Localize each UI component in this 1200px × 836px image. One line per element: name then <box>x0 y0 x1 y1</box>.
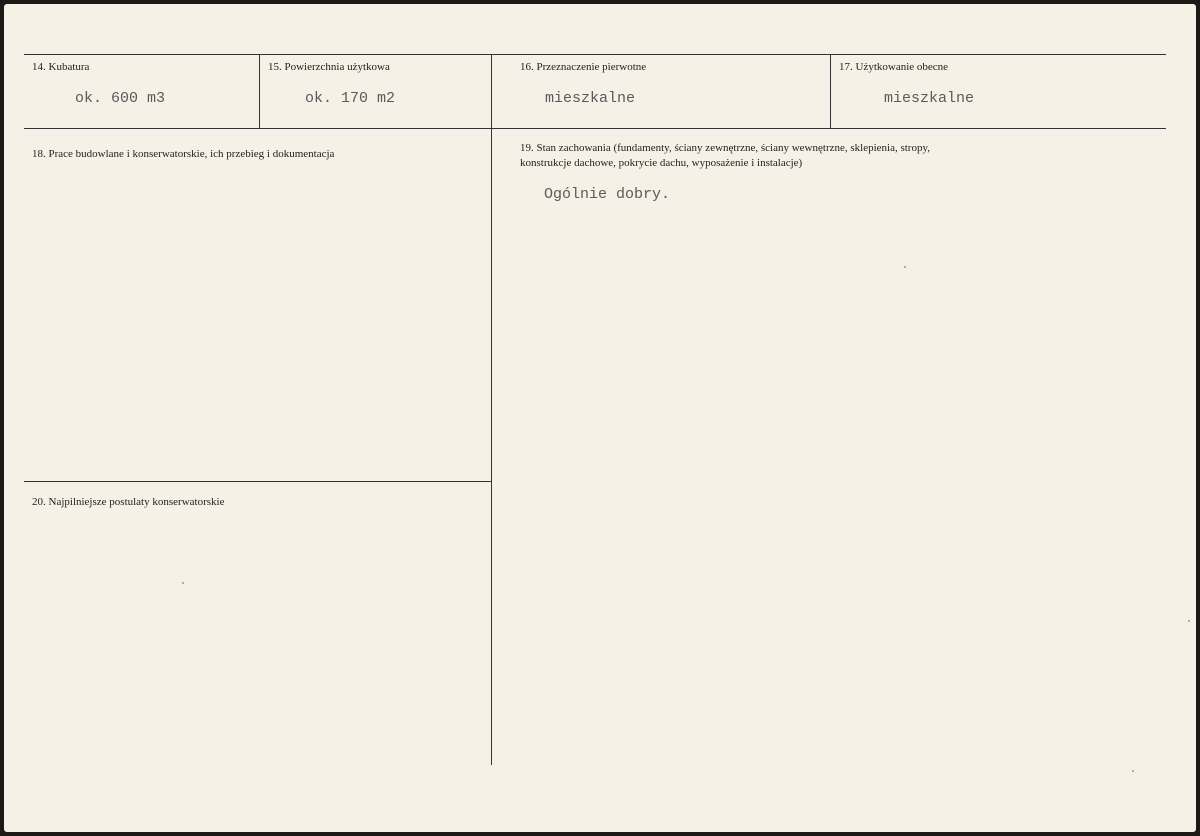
paper-speck <box>182 582 184 584</box>
field-19-label-line1: 19. Stan zachowania (fundamenty, ściany zewnętrzne, ściany wewnętrzne, sklepienia, stropy, <box>520 142 931 154</box>
field-19-value: Ogólnie dobry. <box>544 186 671 203</box>
field-15-value: ok. 170 m2 <box>305 90 396 107</box>
paper-speck <box>1132 770 1134 772</box>
divider-14-15 <box>259 54 260 128</box>
top-rule <box>24 54 1166 55</box>
field-15-label: 15. Powierzchnia użytkowa <box>268 61 390 73</box>
paper-speck <box>1188 620 1190 622</box>
paper-speck <box>904 266 906 268</box>
field-16-label: 16. Przeznaczenie pierwotne <box>520 61 647 73</box>
field-17-label: 17. Użytkowanie obecne <box>839 61 949 73</box>
field-17-value: mieszkalne <box>884 90 975 107</box>
field-14-label: 14. Kubatura <box>32 61 90 73</box>
field-18-label: 18. Prace budowlane i konserwatorskie, ich przebieg i dokumentacja <box>32 148 335 160</box>
field-16-value: mieszkalne <box>545 90 636 107</box>
divider-16-17 <box>830 54 831 128</box>
record-card <box>4 4 1196 832</box>
left-middle-rule <box>24 481 491 482</box>
field-20-label: 20. Najpilniejsze postulaty konserwatorskie <box>32 496 225 508</box>
field-14-value: ok. 600 m3 <box>75 90 166 107</box>
header-bottom-rule <box>24 128 1166 129</box>
field-19-label-line2: konstrukcje dachowe, pokrycie dachu, wyposażenie i instalacje) <box>520 157 803 169</box>
divider-center <box>491 54 492 765</box>
